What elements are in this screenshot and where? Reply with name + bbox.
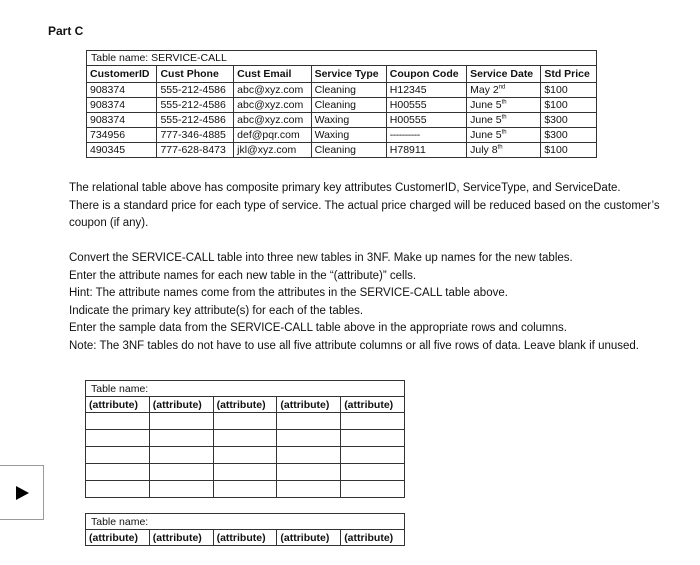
data-cell[interactable]: [341, 481, 405, 498]
play-button[interactable]: [0, 465, 44, 520]
cell: abc@xyz.com: [234, 98, 311, 113]
data-cell[interactable]: [86, 430, 150, 447]
instructions-paragraph: [69, 250, 639, 355]
date-suffix: th: [501, 114, 507, 121]
description-paragraph: [69, 180, 660, 233]
paragraph-line: Note: The 3NF tables do not have to use all five attribute columns or all five rows of data. Leave blank if unused.: [69, 339, 639, 352]
cell: Cleaning: [311, 98, 386, 113]
date-suffix: nd: [498, 84, 506, 91]
date-suffix: th: [501, 129, 507, 136]
data-cell[interactable]: [86, 447, 150, 464]
paragraph-line: Hint: The attribute names come from the attributes in the SERVICE-CALL table above.: [69, 287, 508, 299]
table-row: [86, 430, 405, 447]
date-suffix: th: [497, 144, 503, 151]
cell: 734956: [87, 128, 157, 143]
cell: def@pqr.com: [234, 128, 311, 143]
data-cell[interactable]: [149, 413, 213, 430]
data-cell[interactable]: [213, 481, 277, 498]
attribute-cell[interactable]: (attribute): [213, 397, 277, 413]
data-cell[interactable]: [86, 464, 150, 481]
cell: Waxing: [311, 128, 386, 143]
attribute-cell[interactable]: (attribute): [277, 530, 341, 546]
table-row: [86, 413, 405, 430]
data-cell[interactable]: [149, 481, 213, 498]
table-row: [86, 464, 405, 481]
table-name-row: [87, 51, 597, 66]
date-suffix: th: [501, 99, 507, 106]
data-cell[interactable]: [277, 481, 341, 498]
data-cell[interactable]: [341, 464, 405, 481]
paragraph-line: Indicate the primary key attribute(s) for each of the tables.: [69, 304, 364, 317]
col-header: CustomerID: [87, 66, 157, 83]
paragraph-line: coupon (if any).: [69, 217, 149, 229]
paragraph-line: Convert the SERVICE-CALL table into three new tables in 3NF. Make up names for the new tables.: [69, 252, 573, 264]
new-table-1: [85, 380, 405, 498]
cell: abc@xyz.com: [234, 83, 311, 98]
col-header: Service Type: [311, 66, 386, 83]
data-cell[interactable]: [341, 447, 405, 464]
data-cell[interactable]: [277, 413, 341, 430]
cell: 555-212-4586: [157, 83, 234, 98]
header-row: [87, 66, 597, 83]
paragraph-line: Enter the sample data from the SERVICE-CALL table above in the appropriate rows and columns.: [69, 322, 567, 334]
cell: [467, 83, 541, 98]
table-row: [87, 83, 597, 98]
attribute-cell[interactable]: (attribute): [277, 397, 341, 413]
paragraph-line: Enter the attribute names for each new table in the “(attribute)” cells.: [69, 269, 417, 282]
cell: 908374: [87, 83, 157, 98]
data-cell[interactable]: [149, 447, 213, 464]
cell: H78911: [386, 143, 466, 158]
cell: [467, 113, 541, 128]
table-row: [87, 98, 597, 113]
cell: ----------: [386, 128, 466, 143]
cell: H12345: [386, 83, 466, 98]
cell: 777-346-4885: [157, 128, 234, 143]
cell: [467, 128, 541, 143]
cell: H00555: [386, 113, 466, 128]
date-text: July 8: [470, 144, 498, 156]
cell: jkl@xyz.com: [234, 143, 311, 158]
data-cell[interactable]: [149, 430, 213, 447]
header-row: [86, 397, 405, 413]
cell: 908374: [87, 113, 157, 128]
data-cell[interactable]: [213, 430, 277, 447]
data-cell[interactable]: [277, 464, 341, 481]
cell: $100: [541, 143, 597, 158]
cell: [467, 143, 541, 158]
col-header: Cust Phone: [157, 66, 234, 83]
play-icon: [14, 485, 30, 501]
table-row: [87, 128, 597, 143]
attribute-cell[interactable]: (attribute): [149, 530, 213, 546]
data-cell[interactable]: [341, 430, 405, 447]
attribute-cell[interactable]: (attribute): [341, 397, 405, 413]
table-row: [86, 481, 405, 498]
cell: Cleaning: [311, 143, 386, 158]
data-cell[interactable]: [341, 413, 405, 430]
table-row: [86, 447, 405, 464]
part-title: Part C: [48, 24, 84, 38]
col-header: Std Price: [541, 66, 597, 83]
data-cell[interactable]: [277, 430, 341, 447]
cell: abc@xyz.com: [234, 113, 311, 128]
cell: 777-628-8473: [157, 143, 234, 158]
attribute-cell[interactable]: (attribute): [86, 530, 150, 546]
table-name-label: Table name: SERVICE-CALL: [87, 51, 597, 66]
col-header: Cust Email: [234, 66, 311, 83]
attribute-cell[interactable]: (attribute): [86, 397, 150, 413]
service-call-table: [86, 50, 597, 158]
header-row: [86, 530, 405, 546]
cell: $100: [541, 98, 597, 113]
data-cell[interactable]: [149, 464, 213, 481]
date-text: June 5: [470, 99, 502, 111]
attribute-cell[interactable]: (attribute): [149, 397, 213, 413]
cell: $300: [541, 113, 597, 128]
data-cell[interactable]: [213, 413, 277, 430]
date-text: June 5: [470, 114, 502, 126]
cell: $300: [541, 128, 597, 143]
date-text: May 2: [470, 84, 499, 96]
data-cell[interactable]: [277, 447, 341, 464]
attribute-cell[interactable]: (attribute): [341, 530, 405, 546]
data-cell[interactable]: [86, 481, 150, 498]
table-row: [87, 143, 597, 158]
data-cell[interactable]: [86, 413, 150, 430]
cell: 555-212-4586: [157, 113, 234, 128]
cell: Cleaning: [311, 83, 386, 98]
cell: [467, 98, 541, 113]
paragraph-line: There is a standard price for each type of service. The actual price charged will be reduced based on the customer’s: [69, 199, 660, 212]
date-text: June 5: [470, 129, 502, 141]
col-header: Service Date: [467, 66, 541, 83]
col-header: Coupon Code: [386, 66, 466, 83]
new-table-2: [85, 513, 405, 546]
attribute-cell[interactable]: (attribute): [213, 530, 277, 546]
cell: 490345: [87, 143, 157, 158]
data-cell[interactable]: [213, 447, 277, 464]
table-row: [87, 113, 597, 128]
cell: Waxing: [311, 113, 386, 128]
cell: H00555: [386, 98, 466, 113]
paragraph-line: The relational table above has composite primary key attributes CustomerID, ServiceType, and ServiceDate.: [69, 182, 621, 194]
table-name-label[interactable]: Table name:: [86, 381, 405, 397]
data-cell[interactable]: [213, 464, 277, 481]
cell: $100: [541, 83, 597, 98]
cell: 908374: [87, 98, 157, 113]
cell: 555-212-4586: [157, 98, 234, 113]
table-name-label[interactable]: Table name:: [86, 514, 405, 530]
